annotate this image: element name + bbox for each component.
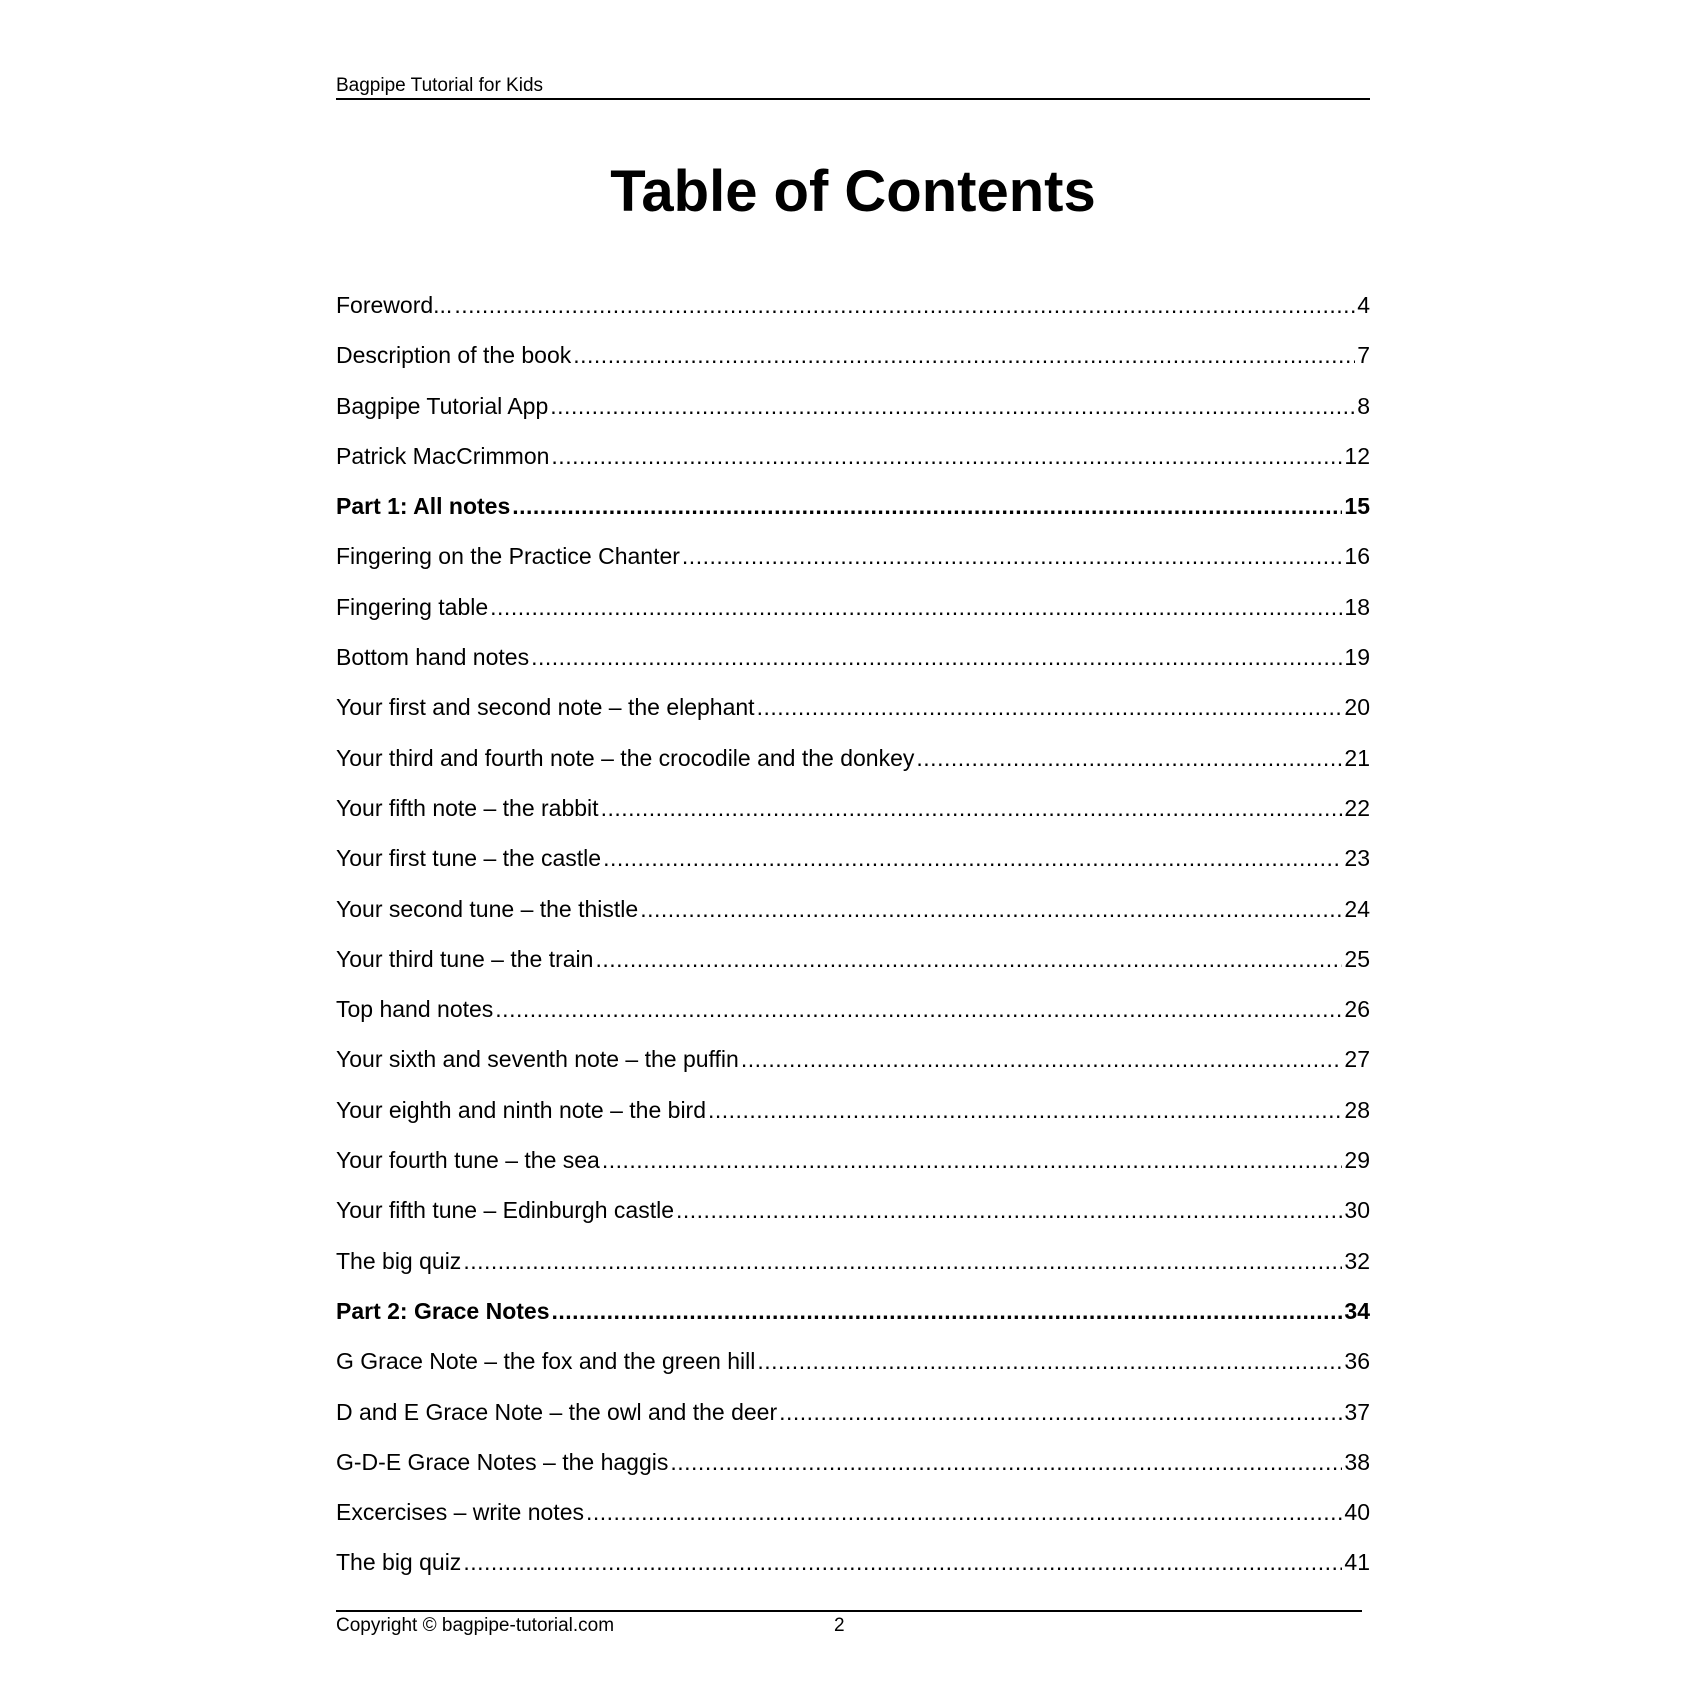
toc-entry-title: Your fifth tune – Edinburgh castle [336, 1197, 674, 1224]
toc-entry[interactable] [336, 1487, 1370, 1537]
toc-entry[interactable] [336, 1437, 1370, 1487]
toc-dot-leader [551, 431, 1342, 481]
running-header [336, 74, 1370, 100]
toc-entry-title: Your fifth note – the rabbit [336, 794, 599, 821]
toc-dot-leader [779, 1387, 1342, 1437]
toc-entry-title: G Grace Note – the fox and the green hill [336, 1348, 756, 1375]
toc-entry-title: Your eighth and ninth note – the bird [336, 1096, 706, 1123]
toc-entry-title: D and E Grace Note – the owl and the deer [336, 1398, 778, 1425]
toc-entry-title: Description of the book [336, 342, 572, 369]
toc-entry-page-number: 24 [1344, 895, 1370, 922]
toc-entry-page-number: 15 [1344, 493, 1370, 520]
toc-entry[interactable] [336, 984, 1370, 1034]
toc-entry-title: The big quiz [336, 1247, 462, 1274]
page-title: Table of Contents [610, 159, 1096, 224]
toc-dot-leader [595, 934, 1342, 984]
toc-entry[interactable] [336, 582, 1370, 632]
toc-dot-leader [463, 1537, 1342, 1587]
toc-entry-page-number: 21 [1344, 744, 1370, 771]
toc-dot-leader [495, 984, 1342, 1034]
toc-entry[interactable] [336, 783, 1370, 833]
toc-entry-title: Bagpipe Tutorial App [336, 392, 549, 419]
toc-dot-leader [601, 783, 1343, 833]
toc-dot-leader [603, 833, 1342, 883]
toc-dot-leader [573, 330, 1355, 380]
toc-dot-leader [551, 1286, 1342, 1336]
running-header-title: Bagpipe Tutorial for Kids [336, 75, 544, 96]
toc-entry-page-number: 27 [1344, 1046, 1370, 1073]
toc-dot-leader [512, 481, 1342, 531]
toc-entry-title: Your third tune – the train [336, 945, 594, 972]
toc-dot-leader [757, 1336, 1342, 1386]
toc-entry-page-number: 23 [1344, 845, 1370, 872]
toc-entry-page-number: 32 [1344, 1247, 1370, 1274]
toc-dot-leader [741, 1034, 1343, 1084]
toc-entry-title: Fingering on the Practice Chanter [336, 543, 680, 570]
toc-entry-page-number: 26 [1344, 996, 1370, 1023]
toc-entry[interactable] [336, 1085, 1370, 1135]
toc-entry[interactable] [336, 531, 1370, 581]
toc-entry[interactable] [336, 632, 1370, 682]
toc-entry-title: Patrick MacCrimmon [336, 442, 550, 469]
toc-dot-leader [676, 1185, 1342, 1235]
toc-entry[interactable] [336, 1387, 1370, 1437]
toc-dot-leader [550, 381, 1355, 431]
toc-dot-leader [670, 1437, 1342, 1487]
toc-entry[interactable] [336, 934, 1370, 984]
toc-entry-title: Top hand notes [336, 996, 494, 1023]
toc-dot-leader [916, 733, 1342, 783]
toc-entry[interactable] [336, 884, 1370, 934]
toc-entry-title: Your fourth tune – the sea [336, 1147, 600, 1174]
footer-divider [336, 1610, 1362, 1612]
toc-entry-title: Part 1: All notes [336, 493, 511, 520]
toc-entry-page-number: 36 [1344, 1348, 1370, 1375]
toc-entry-title: Your first tune – the castle [336, 845, 602, 872]
toc-entry[interactable] [336, 481, 1370, 531]
toc-entry[interactable] [336, 381, 1370, 431]
toc-entry-page-number: 38 [1344, 1448, 1370, 1475]
toc-entry-title: Your third and fourth note – the crocodile and the donkey [336, 744, 915, 771]
toc-entry-page-number: 41 [1344, 1549, 1370, 1576]
toc-entry-page-number: 40 [1344, 1499, 1370, 1526]
toc-entry-title: The big quiz [336, 1549, 462, 1576]
footer-page-number: 2 [834, 1615, 845, 1636]
toc-entry-page-number: 16 [1344, 543, 1370, 570]
toc-entry-page-number: 7 [1357, 342, 1370, 369]
toc-dot-leader [531, 632, 1342, 682]
toc-entry-page-number: 28 [1344, 1096, 1370, 1123]
toc-entry[interactable] [336, 1135, 1370, 1185]
toc-entry-page-number: 18 [1344, 593, 1370, 620]
toc-entry[interactable] [336, 1034, 1370, 1084]
toc-entry[interactable] [336, 1537, 1370, 1587]
toc-entry[interactable] [336, 1236, 1370, 1286]
toc-entry[interactable] [336, 1286, 1370, 1336]
toc-entry-title: Your sixth and seventh note – the puffin [336, 1046, 739, 1073]
toc-entry[interactable] [336, 330, 1370, 380]
toc-entry-page-number: 29 [1344, 1147, 1370, 1174]
toc-dot-leader [708, 1085, 1342, 1135]
toc-entry-page-number: 30 [1344, 1197, 1370, 1224]
toc-dot-leader [682, 531, 1342, 581]
toc-dot-leader [586, 1487, 1342, 1537]
toc-entry[interactable] [336, 1185, 1370, 1235]
toc-dot-leader [602, 1135, 1343, 1185]
toc-entry-page-number: 34 [1344, 1297, 1370, 1324]
footer-copyright: Copyright © bagpipe-tutorial.com [336, 1615, 615, 1636]
toc-entry-page-number: 22 [1344, 794, 1370, 821]
toc-entry-page-number: 25 [1344, 945, 1370, 972]
toc-entry-title: G-D-E Grace Notes – the haggis [336, 1448, 669, 1475]
toc-dot-leader [640, 884, 1342, 934]
toc-entry-page-number: 4 [1357, 292, 1370, 318]
toc-entry[interactable] [336, 431, 1370, 481]
toc-entry[interactable] [336, 1336, 1370, 1386]
toc-dot-leader [454, 280, 1355, 330]
toc-entry-page-number: 12 [1344, 442, 1370, 469]
toc-entry-page-number: 37 [1344, 1398, 1370, 1425]
toc-dot-leader [757, 682, 1343, 732]
toc-entry-page-number: 8 [1357, 392, 1370, 419]
toc-entry-title: Fingering table [336, 593, 489, 620]
toc-entry[interactable] [336, 733, 1370, 783]
toc-entry-title: Excercises – write notes [336, 1499, 584, 1526]
toc-entry-title: Your first and second note – the elephant [336, 694, 755, 721]
toc-entry-page-number: 20 [1344, 694, 1370, 721]
toc-entry-page-number: 19 [1344, 644, 1370, 671]
toc-entry-title: Your second tune – the thistle [336, 895, 639, 922]
toc-entry[interactable] [336, 833, 1370, 883]
toc-dot-leader [463, 1236, 1342, 1286]
toc-entry-title: Part 2: Grace Notes [336, 1297, 550, 1324]
toc-entry[interactable] [336, 682, 1370, 732]
table-of-contents [336, 280, 1370, 1588]
toc-entry-title: Bottom hand notes [336, 644, 530, 671]
toc-entry-title: Foreword... [336, 292, 453, 318]
toc-entry[interactable] [336, 280, 1370, 330]
toc-dot-leader [490, 582, 1342, 632]
